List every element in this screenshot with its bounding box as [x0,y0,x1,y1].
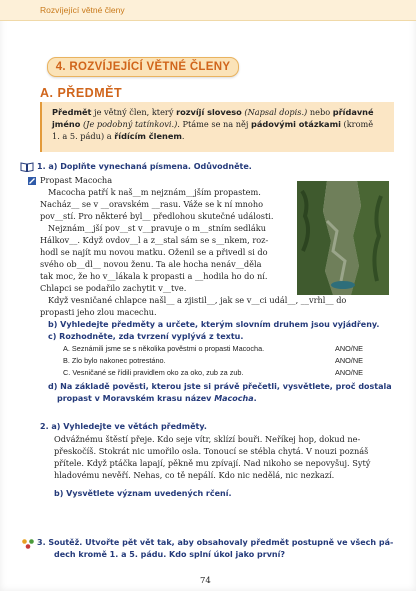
proverbs-line-1: Odvážnému štěstí přeje. Kdo seje vítr, sklízí bouři. Neříkej hop, dokud ne- [54,434,361,444]
page-number: 74 [200,576,211,586]
exercise-3-line1: 3. Soutěž. Utvořte pět vět tak, aby obsahovaly předmět postupně ve všech pá- [37,538,394,547]
macocha-photo [297,181,389,295]
proverbs-line-2: přeskočíš. Stokrát nic umořilo osla. Tonoucí se stébla chytá. V nouzi poznáš [54,446,369,456]
exercise-3-line2: dech kromě 1. a 5. pádu. Kdo splní úkol jako první? [54,550,285,559]
exercise-1c-title: c) Rozhodněte, zda tvrzení vyplývá z textu. [48,332,244,341]
statement-a: A. Seznámili jsme se s několika pověstmi o propasti Macocha. [63,344,265,353]
story-line-4: Nejznám__jší pov__st v__pravuje o m__stním sedláku [48,223,266,233]
statement-c: C. Vesničané se řídili pravidlem oko za oko, zub za zub. [63,368,244,377]
story-line-1: Macocha patří k naš__m nejznám__jším propastem. [48,187,261,197]
story-line-7: svého ob__dl__ novou ženu. Ta ale hocha nenáv__děla [40,259,262,269]
book-icon [20,162,34,172]
statement-a-answer[interactable]: ANO/NE [335,344,363,353]
pencil-icon [27,176,37,186]
story-line-8: tak moc, že ho v__lákala k propasti a __hodila ho do ní. [40,271,268,281]
story-line-11: propasti jeho zlou macechu. [40,307,157,317]
story-line-6: hodl se najít mu novou matku. Oženil se a přivedl si do [40,247,268,257]
story-line-5: Hálkov__. Když ovdov__l a z__stal sám se s__nkem, roz- [40,235,269,245]
story-line-2: Nacház__ se v __oravském __rasu. Váže se k ní mnoho [40,199,264,209]
exercise-1b-title: b) Vyhledejte předměty a určete, kterým slovním druhem jsou vyjádřeny. [48,320,380,329]
running-header-title: Rozvíjející větné členy [40,5,125,15]
group-work-icon [21,538,35,550]
proverbs-line-3: přítele. Když ptáčka lapají, pěkně mu zpívají. Nad nikoho se nepovyšuj. Sytý [54,458,371,468]
proverbs-line-4: hladovému nevěří. Nehas, co tě nepálí. Kdo nic nedělá, nic nezkazí. [54,470,335,480]
running-header [0,0,416,21]
statement-b: B. Zlo bylo nakonec potrestáno. [63,356,166,365]
statement-b-answer[interactable]: ANO/NE [335,356,363,365]
exercise-1d-title-line2: propast v Moravském krasu název Macocha. [57,394,257,403]
story-title: Propast Macocha [40,175,113,185]
definition-box [40,102,394,152]
chapter-title-box [47,57,239,77]
story-line-10: Když vesničané chlapce našl__ a zjistil__, jak se v__ci udál__, __vrhl__ do [48,295,347,305]
exercise-2a-title: 2. a) Vyhledejte ve větách předměty. [40,422,207,431]
definition-text: Předmět je větný člen, který rozvíjí sloveso (Napsal dopis.) nebo přídavné jméno (Je podobný tatínkovi.). Ptáme se na něj pádovými otázkami (kromě 1. a 5. pádu) a řídícím členem. [52,107,374,141]
story-line-9: Chlapci se podařilo zachytit v__tve. [40,283,187,293]
exercise-2b-title: b) Vysvětlete význam uvedených rčení. [54,489,232,498]
chapter-title: 4. ROZVÍJEJÍCÍ VĚTNÉ ČLENY [55,61,231,73]
section-title: A. PŘEDMĚT [40,86,123,100]
story-line-3: pov__stí. Pro některé byl__ předlohou skutečné události. [40,211,274,221]
statement-c-answer[interactable]: ANO/NE [335,368,363,377]
exercise-1a-title: 1. a) Doplňte vynechaná písmena. Odůvodněte. [37,162,252,171]
exercise-1d-title-line1: d) Na základě pověsti, kterou jste si právě přečetli, vysvětlete, proč dostala [48,382,392,391]
